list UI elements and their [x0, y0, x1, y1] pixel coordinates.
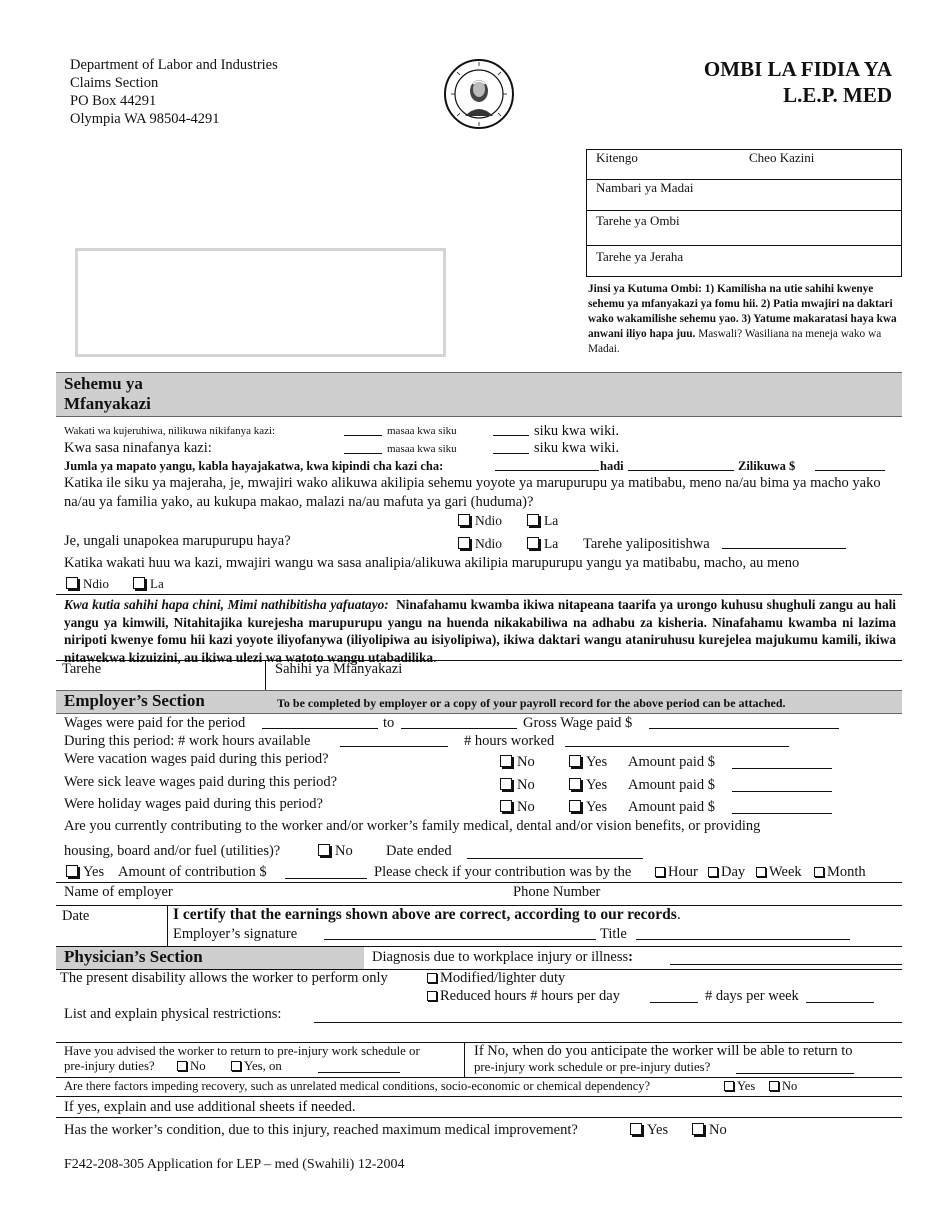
checkbox[interactable]: [66, 577, 78, 589]
diagnosis-input[interactable]: [670, 952, 902, 965]
benefits-la-option[interactable]: [527, 513, 558, 530]
benefits-question: Katika ile siku ya majeraha, je, mwajiri wako alikuwa akilipia sehemu yoyote ya marupurupu ya matibabu, meno na/au bima ya macho yako na/au ya familia yako, au kukupa makao, malazi na/au mafuta ya gari (huduma)?: [64, 475, 881, 510]
option-label: Week: [769, 864, 802, 880]
advised-no-option[interactable]: [177, 1059, 206, 1074]
hours-per-day-label: masaa kwa siku: [387, 443, 457, 455]
checkbox[interactable]: [458, 514, 470, 526]
option-label: No: [335, 843, 353, 859]
holiday-yes-option[interactable]: [569, 799, 607, 816]
still-la-option[interactable]: [527, 536, 558, 553]
mmi-question: Has the worker’s condition, due to this injury, reached maximum medical improvement?: [64, 1122, 578, 1138]
certify-statement: I certify that the earnings shown above are correct, according to our records: [173, 906, 677, 923]
certification-intro: Kwa kutia sahihi hapa chini, Mimi nathibitisha yafuatayo:: [64, 597, 389, 612]
worker-date-field[interactable]: Tarehe: [62, 661, 102, 677]
wage-period-label: Wages were paid for the period: [64, 715, 246, 731]
hours-worked-label: # hours worked: [464, 733, 555, 749]
employer-signature-input[interactable]: [324, 927, 596, 940]
employer-signature-label: Employer’s signature: [173, 926, 298, 942]
advised-question-line2: pre-injury duties?: [64, 1059, 155, 1073]
days-per-week-label: # days per week: [705, 988, 799, 1004]
option-label: No: [517, 799, 535, 815]
option-label: Reduced hours # hours per day: [440, 988, 620, 1004]
checkbox[interactable]: [769, 1081, 779, 1091]
option-label: La: [544, 513, 559, 528]
restrictions-label: List and explain physical restrictions:: [64, 1006, 282, 1022]
address-line: Department of Labor and Industries: [70, 57, 278, 73]
contribution-amount-label: Amount of contribution $: [118, 864, 267, 880]
form-number-footer: F242-208-305 Application for LEP – med (Swahili) 12-2004: [64, 1157, 405, 1172]
total-amount-input[interactable]: [815, 458, 885, 471]
state-seal-icon: [443, 58, 515, 130]
address-line: Olympia WA 98504-4291: [70, 111, 220, 127]
holiday-no-option[interactable]: [500, 799, 535, 816]
agency-address: [70, 56, 278, 128]
employer-certify-text: I certify that the earnings shown above are correct, according to our records.: [173, 906, 681, 923]
checkbox[interactable]: [66, 865, 78, 877]
checkbox[interactable]: [500, 778, 512, 790]
physician-section-heading: Physician’s Section: [64, 947, 203, 966]
modified-duty-option[interactable]: [427, 970, 565, 987]
form-title: [704, 56, 892, 108]
vacation-yes-option[interactable]: [569, 754, 607, 771]
heading-line: Sehemu ya: [64, 374, 143, 393]
option-label: La: [150, 576, 164, 591]
return-date-input[interactable]: [736, 1061, 854, 1074]
explain-label[interactable]: If yes, explain and use additional sheets if needed.: [64, 1099, 356, 1115]
factors-question: Are there factors impeding recovery, such as unrelated medical conditions, socio-economic or chemical dependency?: [64, 1079, 651, 1093]
present-disability-label: The present disability allows the worker to perform only: [60, 970, 388, 986]
holiday-amount-label: Amount paid $: [628, 799, 715, 815]
option-label: Ndio: [475, 536, 502, 551]
checkbox[interactable]: [527, 514, 539, 526]
checkbox[interactable]: [708, 867, 718, 877]
checkbox[interactable]: [133, 577, 145, 589]
contribution-yes-option[interactable]: [66, 864, 104, 881]
vacation-no-option[interactable]: [500, 754, 535, 771]
wage-period-start-input[interactable]: [262, 716, 378, 729]
days-per-week-label: siku kwa wiki.: [534, 423, 619, 439]
checkbox[interactable]: [500, 755, 512, 767]
date-ended-label: Date ended: [386, 843, 452, 859]
contribution-period-label: Please check if your contribution was by the: [374, 864, 632, 880]
gross-wage-input[interactable]: [649, 716, 839, 729]
worker-section-heading: [64, 374, 151, 414]
still-ndio-option[interactable]: [458, 536, 502, 553]
checkbox[interactable]: [655, 867, 665, 877]
hours-per-day-input[interactable]: [650, 990, 698, 1003]
sick-amount-input[interactable]: [732, 779, 832, 792]
employer-date-field[interactable]: Date: [62, 908, 90, 924]
still-receiving-question: Je, ungali unapokea marupurupu haya?: [64, 533, 291, 549]
hadi-label: hadi: [600, 459, 624, 473]
option-label: Yes: [586, 754, 608, 770]
wage-period-end-input[interactable]: [401, 716, 517, 729]
option-label: Yes: [586, 799, 608, 815]
hours-per-day-label: masaa kwa siku: [387, 425, 457, 437]
checkbox[interactable]: [427, 991, 437, 1001]
stop-date-input[interactable]: [722, 536, 846, 549]
holiday-question: Were holiday wages paid during this period?: [64, 796, 323, 812]
sick-leave-question: Were sick leave wages paid during this period?: [64, 774, 338, 790]
phone-number-field[interactable]: Phone Number: [513, 884, 601, 900]
sick-amount-label: Amount paid $: [628, 777, 715, 793]
claim-number-field[interactable]: Nambari ya Madai: [596, 180, 694, 195]
total-amount-label: Zilikuwa $: [738, 459, 796, 473]
title-line: L.E.P. MED: [783, 83, 892, 107]
advised-yes-option[interactable]: [231, 1059, 282, 1074]
certification-text: Kwa kutia sahihi hapa chini, Mimi nathibitisha yafuatayo: Ninafahamu kwamba ikiwa nitapeana taarifa ya urongo kuhusu shughuli zangu au hali yangu ya kimwili, Nitahitajika kurejesha marupurupu yangu na huenda nikakabiliwa na adhabu za kisheria. Ninafahamu kwamba ni lazima niripoti kwenye fomu hii kazi yoyote iliyofanywa (iliyolipiwa au isiyolipiwa), ikiwa daktari wangu ataniruhusu kurejelea majukumu kamili, ikiwa nitawekwa kizuizini, au ikiwa ulezi wa watoto wangu utabadilika.: [64, 597, 896, 665]
period-week-option[interactable]: [756, 864, 802, 881]
period-day-option[interactable]: [708, 864, 745, 881]
checkbox[interactable]: [756, 867, 766, 877]
checkbox[interactable]: [814, 867, 824, 877]
certification-statement: Ninafahamu kwamba ikiwa nitapeana taarifa ya urongo kuhusu shughuli zangu au hali yangu ya kimwili, Nitahitajika kurejesha marupurupu yangu na huenda nikakabiliwa na adhabu za kisheria. Ninafahamu kwamba ni lazima niripoti kwenye fomu hii kazi yoyote iliyofanywa (iliyolipiwa au isiyolipiwa), ikiwa daktari wangu ataniruhusu kurejelea majukumu kamili, ikiwa nitawekwa kizuizini, au ikiwa ulezi wa watoto wangu utabadilika: [64, 597, 896, 665]
current-la-option[interactable]: [133, 576, 164, 593]
option-label: Yes: [83, 864, 105, 880]
total-earnings-label: Jumla ya mapato yangu, kabla hayajakatwa, kwa kipindi cha kazi cha:: [64, 459, 444, 473]
benefits-ndio-option[interactable]: [458, 513, 502, 530]
option-label: Modified/lighter duty: [440, 970, 566, 986]
checkbox[interactable]: [569, 755, 581, 767]
current-ndio-option[interactable]: [66, 576, 109, 593]
contribution-amount-input[interactable]: [285, 866, 367, 879]
checkbox[interactable]: [569, 800, 581, 812]
housing-no-option[interactable]: [318, 843, 353, 860]
address-line: Claims Section: [70, 75, 159, 91]
factors-yes-option[interactable]: [724, 1079, 755, 1094]
heading-line: Mfanyakazi: [64, 394, 151, 413]
days-per-week-injury-input[interactable]: [493, 423, 529, 436]
option-label: Yes, on: [244, 1059, 282, 1073]
option-label: Month: [827, 864, 866, 880]
holiday-amount-input[interactable]: [732, 801, 832, 814]
advised-date-input[interactable]: [318, 1060, 400, 1073]
period-month-option[interactable]: [814, 864, 866, 881]
vacation-amount-label: Amount paid $: [628, 754, 715, 770]
address-window: [75, 248, 446, 357]
checkbox[interactable]: [527, 537, 539, 549]
days-per-week-input[interactable]: [806, 990, 874, 1003]
injury-date-field[interactable]: Tarehe ya Jeraha: [596, 249, 684, 264]
hours-available-input[interactable]: [340, 734, 448, 747]
option-label: No: [709, 1122, 727, 1138]
housing-question: housing, board and/or fuel (utilities)?: [64, 843, 281, 859]
checkbox[interactable]: [692, 1123, 704, 1135]
option-label: No: [782, 1079, 798, 1093]
checkbox[interactable]: [630, 1123, 642, 1135]
employer-title-input[interactable]: [636, 927, 850, 940]
checkbox[interactable]: [458, 537, 470, 549]
unit-label[interactable]: Kitengo: [596, 150, 638, 165]
to-label: to: [383, 715, 395, 731]
employer-title-label: Title: [600, 926, 627, 942]
date-ended-input[interactable]: [467, 846, 643, 859]
checkbox[interactable]: [427, 973, 437, 983]
reduced-hours-option[interactable]: [427, 988, 620, 1005]
checkbox[interactable]: [500, 800, 512, 812]
title-line: OMBI LA FIDIA YA: [703, 57, 892, 81]
job-title-label[interactable]: Cheo Kazini: [749, 150, 815, 165]
employer-name-field[interactable]: Name of employer: [64, 884, 173, 900]
days-per-week-current-input[interactable]: [493, 441, 529, 454]
hours-per-day-current-input[interactable]: [344, 441, 382, 454]
option-label: Ndio: [475, 513, 502, 528]
advised-question-line1: Have you advised the worker to return to pre-injury work schedule or: [64, 1044, 420, 1058]
option-label: No: [517, 754, 535, 770]
option-label: Hour: [668, 864, 698, 880]
return-question-line2: pre-injury work schedule or pre-injury duties?: [474, 1060, 711, 1074]
hours-per-day-injury-input[interactable]: [344, 423, 382, 436]
checkbox[interactable]: [724, 1081, 734, 1091]
instructions-contact: Maswali? Wasiliana na meneja wako wa Madai.: [588, 328, 882, 355]
sick-yes-option[interactable]: [569, 777, 607, 794]
mmi-no-option[interactable]: [692, 1122, 727, 1139]
current-employer-benefits-question: Katika wakati huu wa kazi, mwajiri wangu wa sasa analipia/alikuwa akilipia marupurupu yangu ya matibabu, macho, au meno: [64, 555, 800, 571]
option-label: Ndio: [83, 576, 109, 591]
sick-no-option[interactable]: [500, 777, 535, 794]
period-hour-option[interactable]: [655, 864, 698, 881]
application-date-field[interactable]: Tarehe ya Ombi: [596, 213, 680, 228]
factors-no-option[interactable]: [769, 1079, 797, 1094]
restrictions-input[interactable]: [314, 1010, 902, 1023]
vacation-amount-input[interactable]: [732, 756, 832, 769]
option-label: No: [517, 777, 535, 793]
checkbox[interactable]: [318, 844, 330, 856]
return-question-line1: If No, when do you anticipate the worker will be able to return to: [474, 1043, 853, 1059]
hours-worked-input[interactable]: [565, 734, 789, 747]
worker-section-band: [56, 372, 902, 417]
worker-signature-field[interactable]: Sahihi ya Mfanyakazi: [275, 661, 403, 677]
option-label: La: [544, 536, 559, 551]
current-work-label: Kwa sasa ninafanya kazi:: [64, 440, 212, 456]
period-start-input[interactable]: [495, 458, 599, 471]
diagnosis-label: Diagnosis due to workplace injury or illness:: [372, 949, 633, 965]
instructions-steps: Jinsi ya Kutuma Ombi: 1) Kamilisha na utie sahihi kwenye sehemu ya mfanyakazi ya fomu hii. 2) Patia mwajiri na daktari wako wakamilishe sehemu yao. 3) Yatume makaratasi haya kwa anwani iliyo hapa juu.: [588, 283, 897, 340]
injury-time-label: Wakati wa kujeruhiwa, nilikuwa nikifanya kazi:: [64, 425, 276, 437]
option-label: Yes: [586, 777, 608, 793]
option-label: No: [190, 1059, 206, 1073]
checkbox[interactable]: [177, 1061, 187, 1071]
vacation-question: Were vacation wages paid during this period?: [64, 751, 329, 767]
mmi-yes-option[interactable]: [630, 1122, 668, 1139]
address-line: PO Box 44291: [70, 93, 157, 109]
checkbox[interactable]: [569, 778, 581, 790]
period-end-input[interactable]: [628, 458, 734, 471]
employer-section-heading: Employer’s Section: [64, 691, 205, 710]
employer-section-note: To be completed by employer or a copy of your payroll record for the above period can be attached.: [277, 696, 786, 710]
stop-date-label: Tarehe yalipositishwa: [583, 536, 710, 552]
gross-wage-label: Gross Wage paid $: [523, 715, 633, 731]
instructions: [588, 282, 904, 357]
hours-available-label: During this period: # work hours available: [64, 733, 311, 749]
option-label: Yes: [647, 1122, 669, 1138]
option-label: Yes: [737, 1079, 756, 1093]
checkbox[interactable]: [231, 1061, 241, 1071]
days-per-week-label: siku kwa wiki.: [534, 440, 619, 456]
contribution-question: Are you currently contributing to the worker and/or worker’s family medical, dental and/or vision benefits, or providing: [64, 818, 761, 834]
diagnosis-text: Diagnosis due to workplace injury or illness: [372, 949, 629, 965]
option-label: Day: [721, 864, 746, 880]
